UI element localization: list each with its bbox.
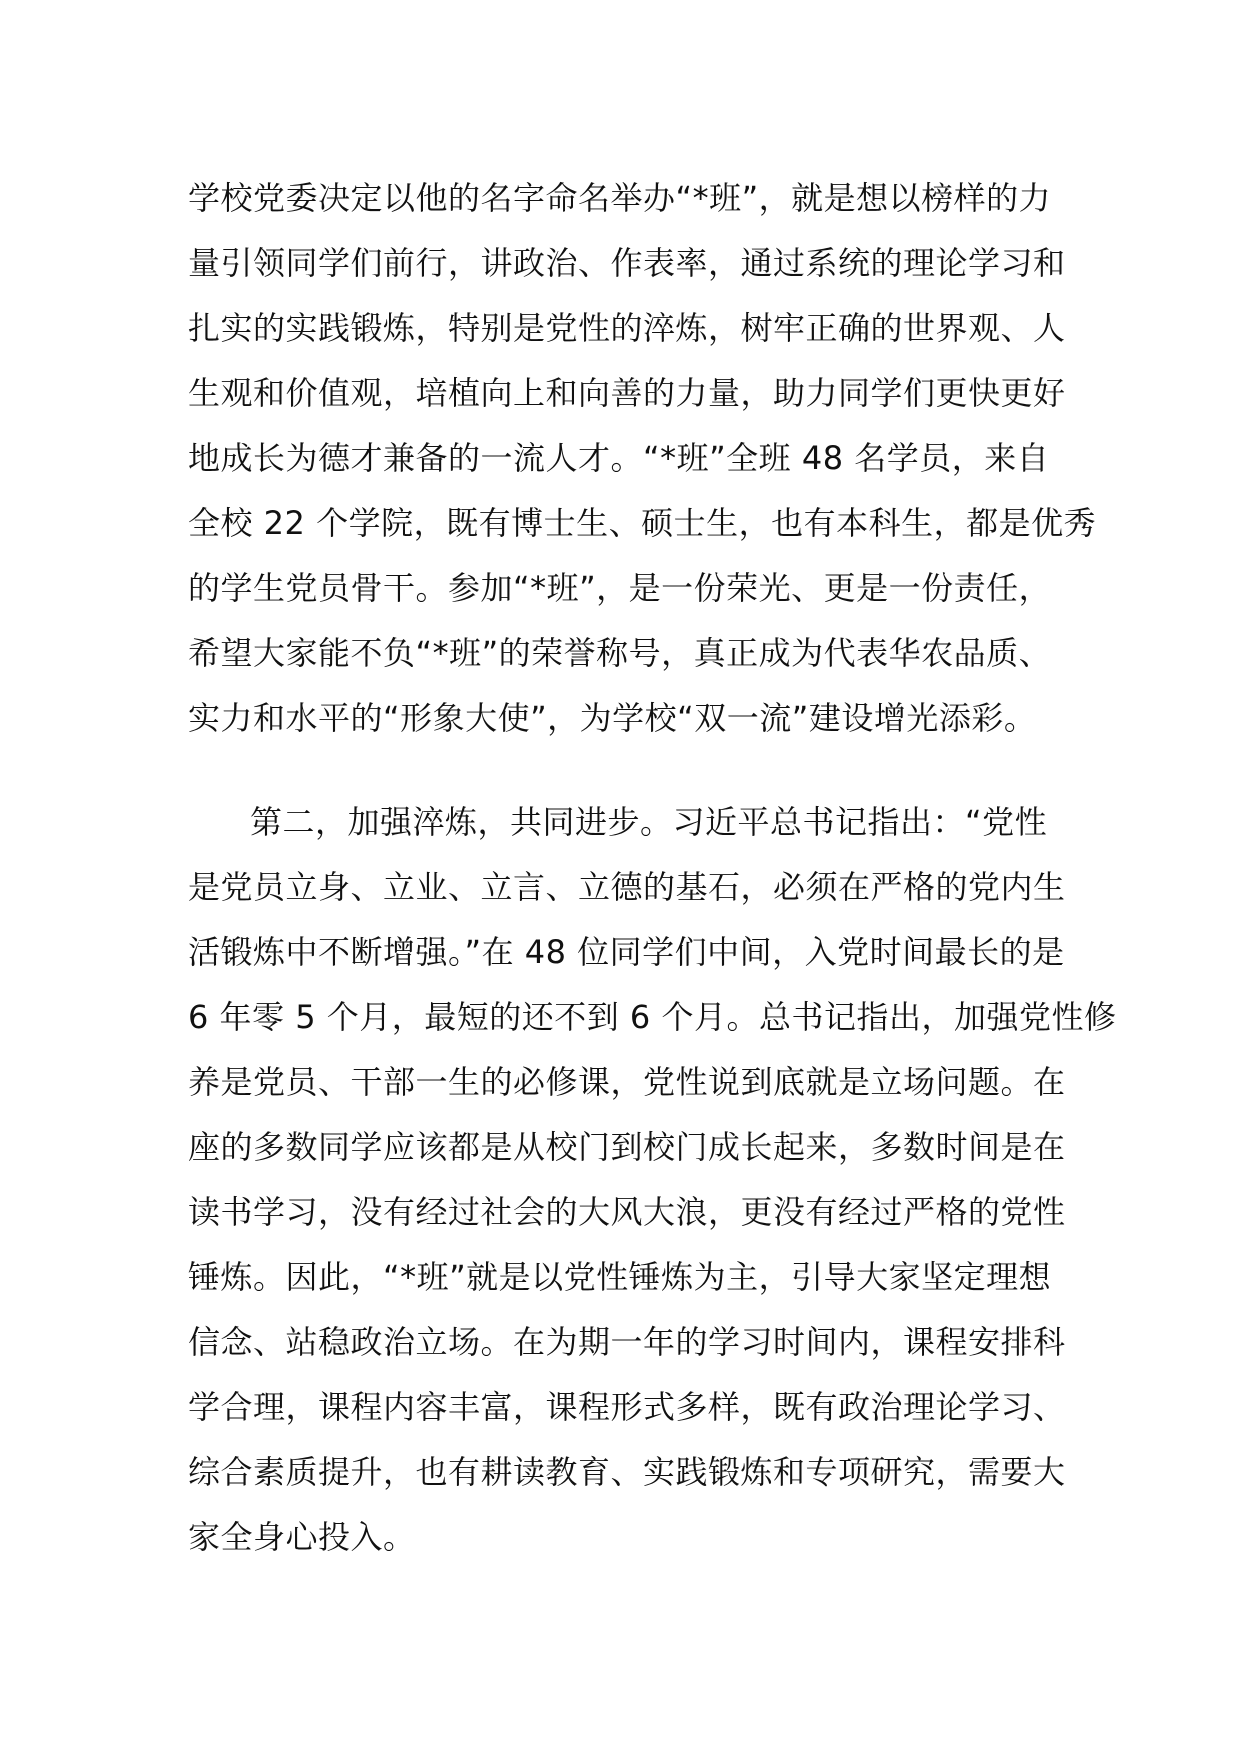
paragraph-1: [188, 166, 1097, 751]
paragraph-line: 第二，加强淬炼，共同进步。习近平总书记指出：“党性: [250, 803, 1048, 841]
paragraph-line: 活锻炼中不断增强。”在 48 位同学们中间，入党时间最长的是: [188, 933, 1065, 971]
paragraph-line: 养是党员、干部一生的必修课，党性说到底就是立场问题。在: [188, 1063, 1066, 1101]
paragraph-line: 信念、站稳政治立场。在为期一年的学习时间内，课程安排科: [188, 1323, 1066, 1361]
paragraph-line: 的学生党员骨干。参加“*班”，是一份荣光、更是一份责任，: [188, 569, 1052, 607]
paragraph-line: 家全身心投入。: [188, 1518, 416, 1556]
paragraph-line: 扎实的实践锻炼，特别是党性的淬炼，树牢正确的世界观、人: [188, 309, 1066, 347]
paragraph-line: 全校 22 个学院，既有博士生、硕士生，也有本科生，都是优秀: [188, 504, 1097, 542]
paragraph-line: 生观和价值观，培植向上和向善的力量，助力同学们更快更好: [188, 374, 1066, 412]
paragraph-line: 读书学习，没有经过社会的大风大浪，更没有经过严格的党性: [188, 1193, 1066, 1231]
paragraph-line: 量引领同学们前行，讲政治、作表率，通过系统的理论学习和: [188, 244, 1066, 282]
paragraph-line: 学合理，课程内容丰富，课程形式多样，既有政治理论学习、: [188, 1388, 1066, 1426]
paragraph-line: 地成长为德才兼备的一流人才。“*班”全班 48 名学员，来自: [188, 439, 1050, 477]
paragraph-line: 锤炼。因此，“*班”就是以党性锤炼为主，引导大家坚定理想: [188, 1258, 1052, 1296]
paragraph-line: 实力和水平的“形象大使”，为学校“双一流”建设增光添彩。: [188, 699, 1037, 737]
paragraph-line: 希望大家能不负“*班”的荣誉称号，真正成为代表华农品质、: [188, 634, 1052, 672]
paragraph-line: 学校党委决定以他的名字命名举办“*班”，就是想以榜样的力: [188, 179, 1052, 217]
paragraph-line: 座的多数同学应该都是从校门到校门成长起来，多数时间是在: [188, 1128, 1066, 1166]
paragraph-line: 综合素质提升，也有耕读教育、实践锻炼和专项研究，需要大: [188, 1453, 1066, 1491]
paragraph-2: [188, 790, 1117, 1570]
paragraph-line: 是党员立身、立业、立言、立德的基石，必须在严格的党内生: [188, 868, 1066, 906]
paragraph-line: 6 年零 5 个月，最短的还不到 6 个月。总书记指出，加强党性修: [188, 998, 1117, 1036]
